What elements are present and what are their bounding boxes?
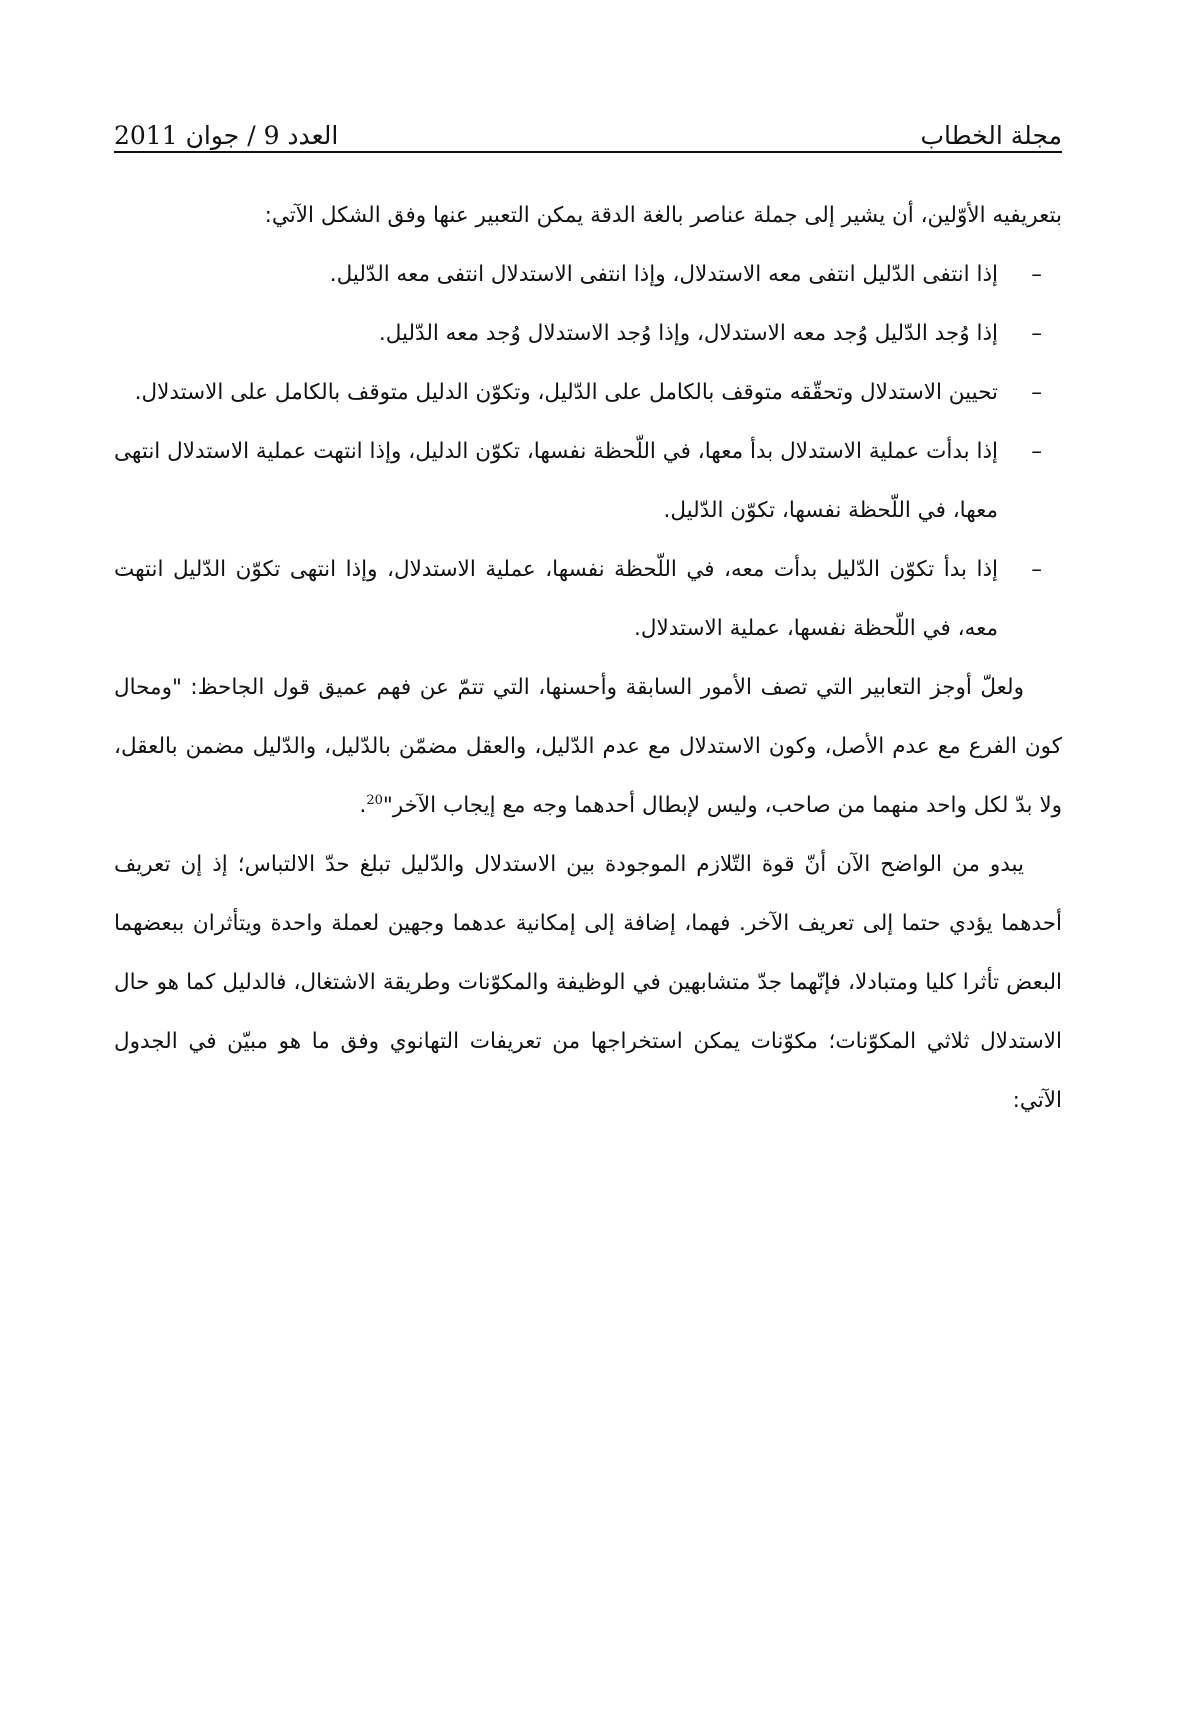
bullet-text: إذا وُجد الدّليل وُجد معه الاستدلال، وإذا وُجد الاستدلال وُجد معه الدّليل. — [378, 321, 998, 346]
bullet-item — [114, 363, 1062, 422]
quote-paragraph — [114, 658, 1062, 835]
running-header — [114, 104, 1062, 150]
bullet-dash: – — [1031, 380, 1042, 405]
bullet-text: إذا بدأت عملية الاستدلال بدأ معها، في اللّحظة نفسها، تكوّن الدليل، وإذا انتهت عملية الاستدلال انتهى معها، في اللّحظة نفسها، تكوّن الدّليل. — [114, 439, 998, 523]
bullet-item — [114, 245, 1062, 304]
bullet-item — [114, 422, 1062, 540]
page-body — [114, 186, 1062, 1130]
bullet-dash: – — [1031, 439, 1042, 464]
bullet-dash: – — [1031, 262, 1042, 287]
bullet-dash: – — [1031, 321, 1042, 346]
quote-text: ولعلّ أوجز التعابير التي تصف الأمور السابقة وأحسنها، التي تتمّ عن فهم عميق قول الجاحظ: "ومحال كون الفرع مع عدم الأصل، وكون الاستدلال مع عدم الدّليل، والعقل مضمّن بالدّليل، والدّليل مضمن بالعقل، ولا بدّ لكل واحد منهما من صاحب، وليس لإبطال أحدهما وجه مع إيجاب الآخر" — [114, 675, 1062, 818]
closing-paragraph: يبدو من الواضح الآن أنّ قوة التّلازم الموجودة بين الاستدلال والدّليل تبلغ حدّ الالتباس؛ إذ إن تعريف أحدهما يؤدي حتما إلى تعريف الآخر. فهما، إضافة إلى إمكانية عدهما وجهين لعملة واحدة ويتأثران ببعضهما البعض تأثرا كليا ومتبادلا، فإنّهما جدّ متشابهين في الوظيفة والمكوّنات وطريقة الاشتغال، فالدليل كما هو حال الاستدلال ثلاثي المكوّنات؛ مكوّنات يمكن استخراجها من تعريفات التهانوي وفق ما هو مبيّن في الجدول الآتي: — [114, 852, 1062, 1113]
intro-paragraph: بتعريفيه الأوّلين، أن يشير إلى جملة عناصر بالغة الدقة يمكن التعبير عنها وفق الشكل الآتي: — [264, 203, 1062, 228]
footnote-reference[interactable]: 20 — [366, 792, 383, 808]
journal-title: مجلة الخطاب — [920, 121, 1062, 150]
header-rule — [114, 151, 1062, 153]
bullet-text: إذا بدأ تكوّن الدّليل بدأت معه، في اللّحظة نفسها، عملية الاستدلال، وإذا انتهى تكوّن الدّليل انتهت معه، في اللّحظة نفسها، عملية الاستدلال. — [114, 557, 998, 641]
quote-end-punct: . — [359, 793, 367, 818]
bullet-text: تحيين الاستدلال وتحقّقه متوقف بالكامل على الدّليل، وتكوّن الدليل متوقف بالكامل على الاستدلال. — [134, 380, 998, 405]
issue-label: العدد 9 / جوان 2011 — [114, 121, 339, 150]
bullet-item — [114, 540, 1062, 658]
bullet-text: إذا انتفى الدّليل انتفى معه الاستدلال، وإذا انتفى الاستدلال انتفى معه الدّليل. — [329, 262, 998, 287]
bullet-dash: – — [1031, 557, 1042, 582]
bullet-item — [114, 304, 1062, 363]
